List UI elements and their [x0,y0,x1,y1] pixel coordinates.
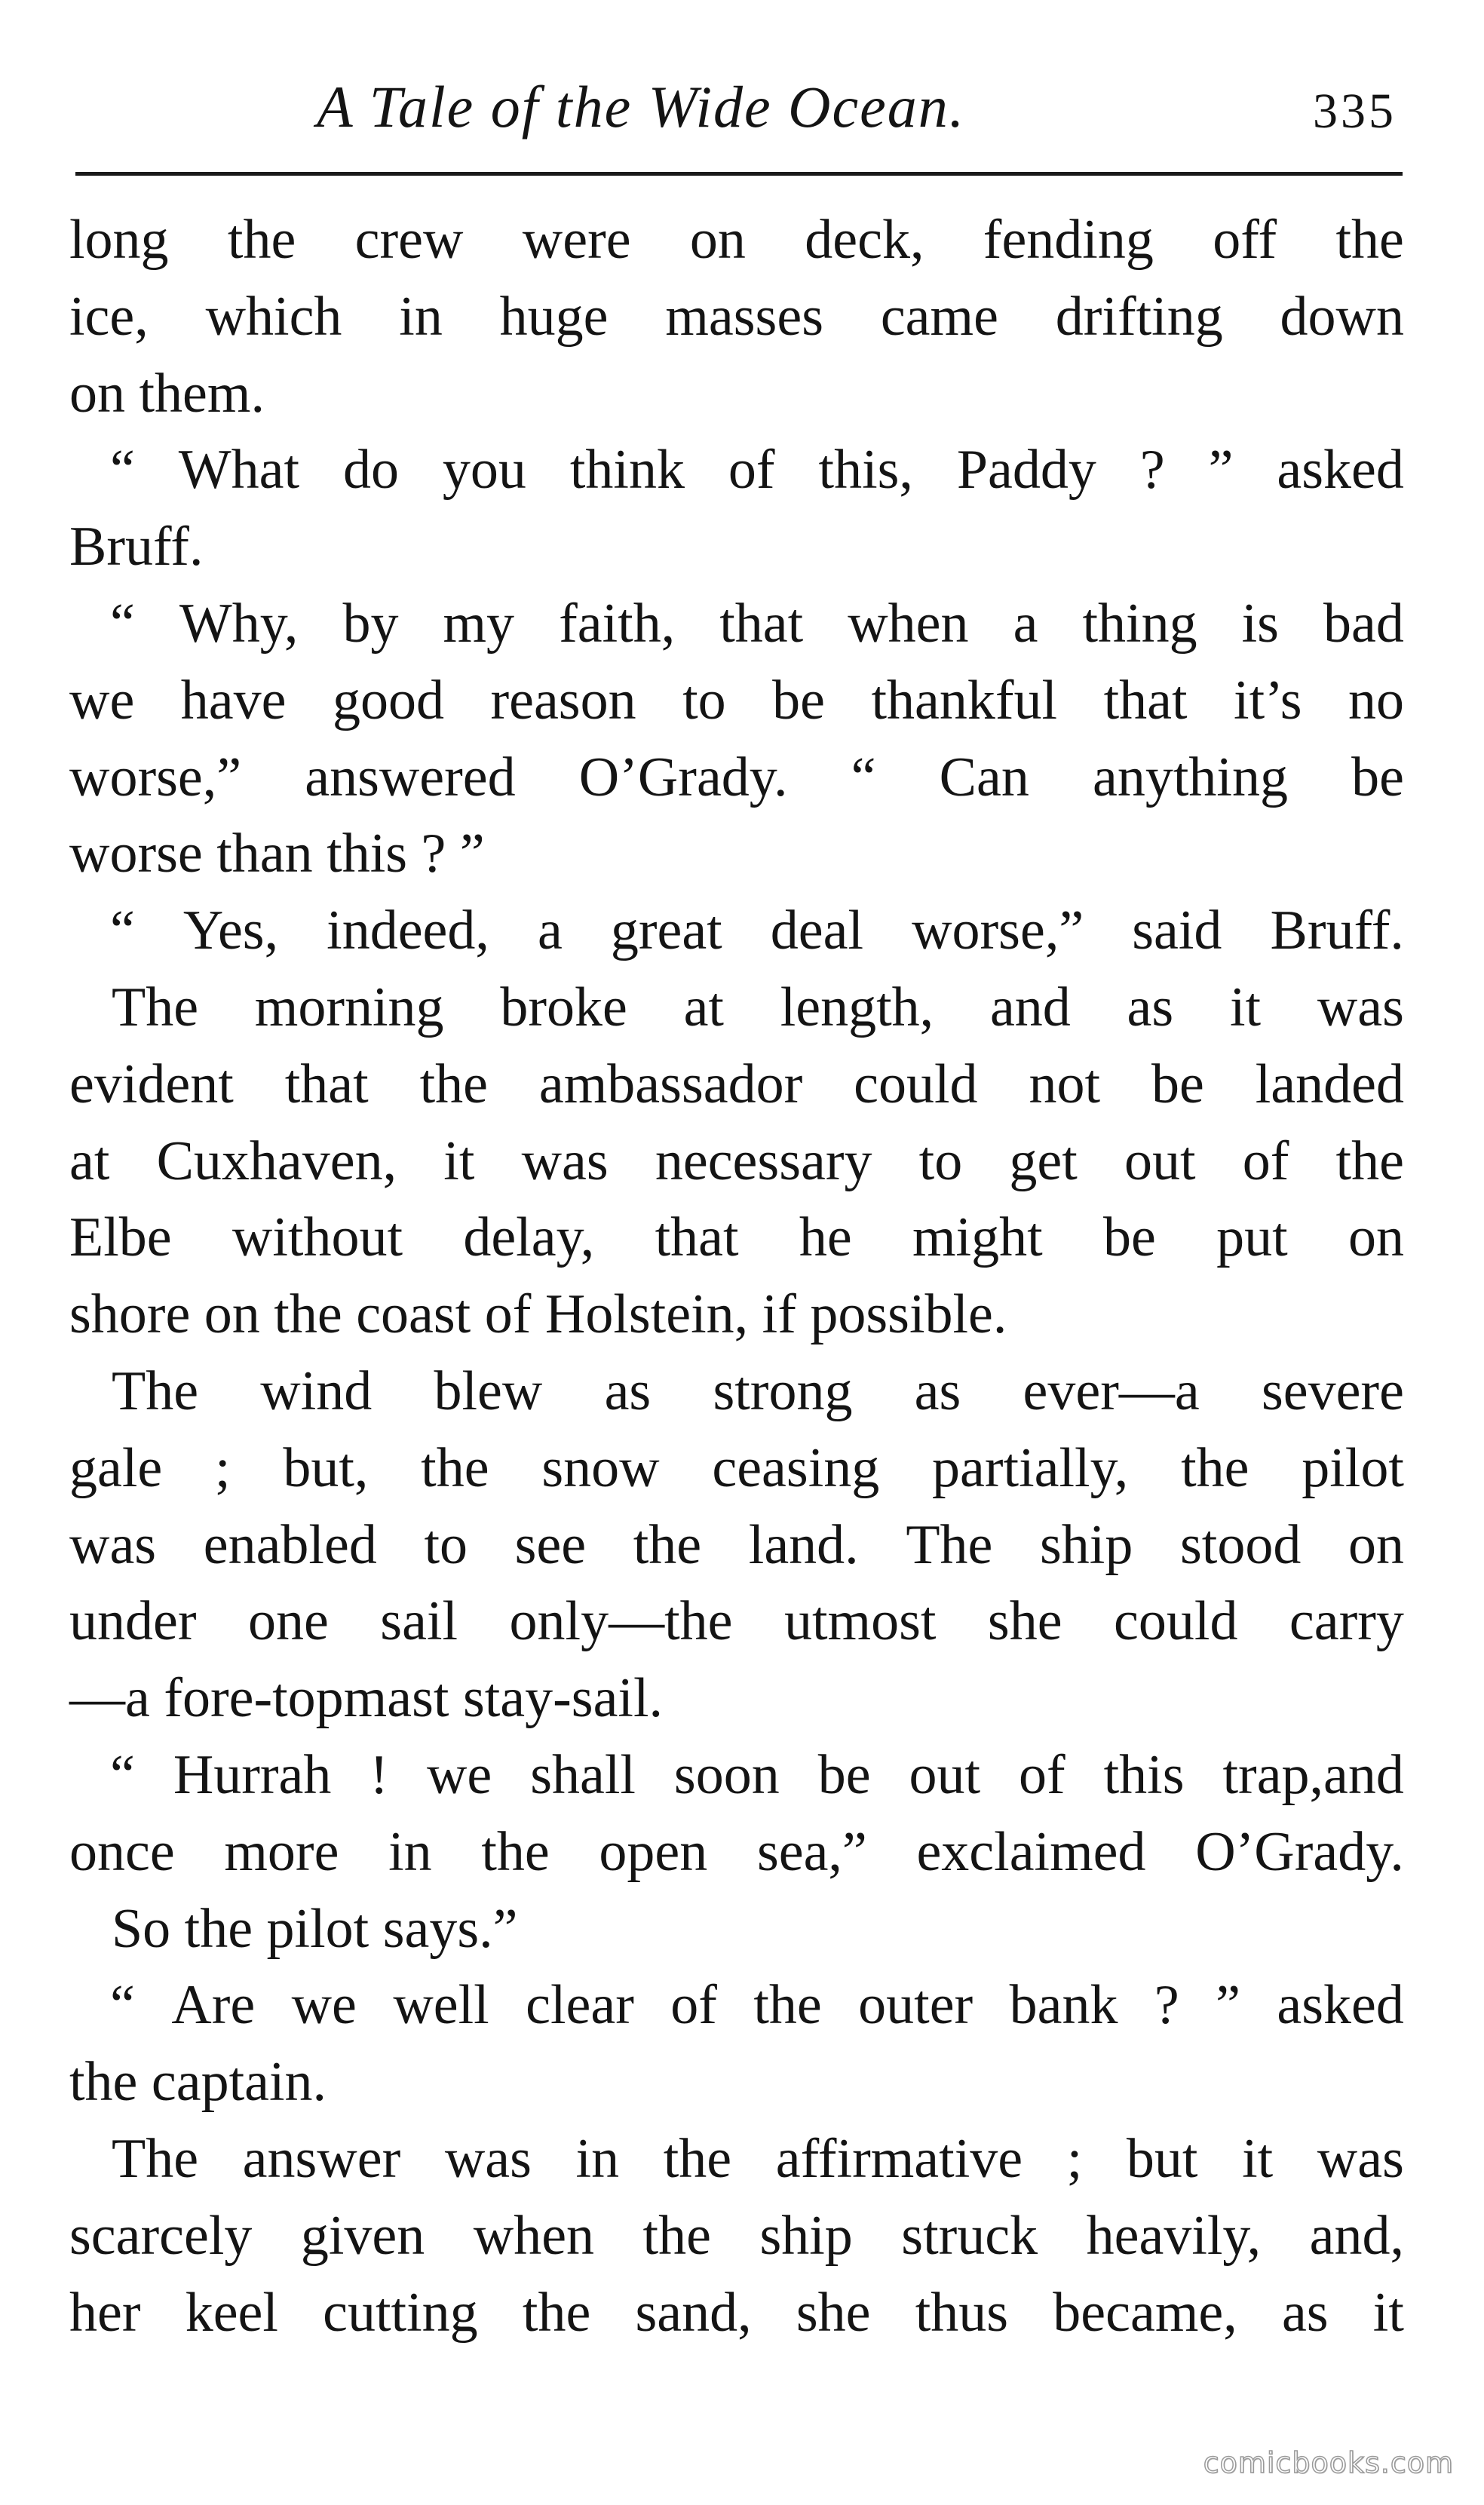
word: anything [1092,746,1288,808]
word: long [69,209,169,271]
word: deck, [805,209,924,271]
word: bad [1323,592,1404,655]
word: partially, [932,1436,1129,1499]
word: length, [780,976,934,1038]
word: be [772,669,825,731]
word: the [1335,1130,1404,1192]
word: worse,” [912,900,1084,962]
word: Hurrah [173,1743,332,1806]
word: Elbe [69,1207,172,1269]
text-line: —a fore-topmast stay-sail. [69,1667,664,1730]
word: worse,” [69,746,242,808]
word: be [1102,1207,1156,1269]
word: it [1229,976,1262,1038]
word: bank [1009,1974,1118,2037]
running-head [0,69,1484,145]
text-line [69,2121,1404,2198]
word: the [1335,209,1404,271]
word: it [1372,2281,1404,2344]
word: he [799,1207,852,1269]
text-line [69,1047,1404,1124]
word: one [247,1590,329,1653]
word: gale [69,1436,163,1499]
word: as [914,1360,961,1422]
word: was [1317,2127,1404,2190]
word: O’Grady. [1195,1820,1404,1883]
word: “ [110,900,135,962]
word: to [424,1513,468,1576]
word: utmost [783,1590,937,1653]
word: of [670,1974,717,2037]
word: land. [748,1513,859,1576]
word: the [421,1436,489,1499]
word: ship [759,2204,853,2267]
word: given [300,2204,425,2267]
word: asked [1277,1974,1404,2037]
word: cutting [323,2281,478,2344]
word: the [753,1974,822,2037]
word: which [205,285,342,348]
word: without [231,1207,403,1269]
word: great [610,900,722,962]
word: ceasing [712,1436,880,1499]
word: put [1216,1207,1288,1269]
word: thus [915,2281,1009,2344]
word: sand, [635,2281,752,2344]
word: only—the [509,1590,733,1653]
word: of [1019,1743,1065,1806]
word: when [473,2204,595,2267]
word: you [442,439,526,501]
word: were [522,209,631,271]
word: of [728,439,775,501]
word: as [1281,2281,1329,2344]
word: reason [490,669,636,731]
word: the [227,209,296,271]
word: we [291,1974,357,2037]
word: be [1351,746,1404,808]
word: “ [851,746,876,808]
word: masses [665,285,823,348]
word: the [481,1820,550,1883]
word: is [1241,592,1279,655]
word: trap,and [1222,1743,1404,1806]
word: answered [305,746,516,808]
word: we [426,1743,492,1806]
word: this, [818,439,913,501]
word: my [443,592,515,655]
word: as [1127,976,1174,1038]
word: evident [69,1053,234,1115]
word: the [522,2281,591,2344]
word: “ [110,592,135,655]
word: strong [713,1360,853,1422]
word: on [1348,1513,1404,1576]
text-line [69,586,1404,663]
text-line [69,1430,1404,1507]
word: in [575,2127,620,2190]
word: O’Grady. [578,746,788,808]
word: delay, [463,1207,595,1269]
word: on [1348,1207,1404,1269]
word: soon [673,1743,780,1806]
word: “ [110,1743,135,1806]
word: The [112,1360,199,1422]
word: landed [1255,1053,1404,1115]
word: outer [858,1974,973,2037]
text-line [69,970,1404,1047]
word: morning [254,976,444,1038]
word: What [178,439,300,501]
word: not [1029,1053,1101,1115]
header-rule [75,172,1403,176]
word: said [1132,900,1222,962]
word: that [719,592,804,655]
word: ; [1066,2127,1083,2190]
word: that [655,1207,739,1269]
word: no [1348,669,1404,731]
word: was [1317,976,1404,1038]
word: that [284,1053,369,1115]
text-line [69,2275,1404,2352]
word: crew [354,209,464,271]
word: was [521,1130,609,1192]
word: do [342,439,399,501]
text-line [69,1967,1404,2044]
word: the [633,1513,702,1576]
word: clear [526,1974,634,2037]
word: at [683,976,724,1038]
word: a [1013,592,1038,655]
text-line: on them. [69,362,265,425]
word: Bruff. [1270,900,1404,962]
text-line: the captain. [69,2051,327,2114]
word: could [1114,1590,1238,1653]
word: shall [530,1743,636,1806]
word: but, [283,1436,369,1499]
word: sail [380,1590,458,1653]
word: as [604,1360,652,1422]
word: but [1126,2127,1198,2190]
page-number: 335 [1313,84,1397,139]
word: indeed, [327,900,489,962]
word: sea,” [756,1820,867,1883]
word: snow [541,1436,660,1499]
word: have [180,669,287,731]
text-line [69,279,1404,356]
word: became, [1053,2281,1237,2344]
text-line [69,1814,1404,1891]
word: pilot [1302,1436,1404,1499]
text-line: worse than this ? ” [69,823,485,885]
text-line [69,1737,1404,1814]
word: “ [110,1974,135,2037]
word: blew [434,1360,543,1422]
word: think [569,439,685,501]
word: drifting [1055,285,1223,348]
word: severe [1261,1360,1404,1422]
running-title: A Tale of the Wide Ocean. [317,74,966,140]
word: a [537,900,563,962]
word: to [682,669,726,731]
word: at [69,1130,110,1192]
body-text [69,202,1404,2351]
word: ice, [69,285,149,348]
word: good [332,669,444,731]
word: that [1103,669,1188,731]
text-line: Bruff. [69,516,204,578]
word: in [399,285,443,348]
word: scarcely [69,2204,253,2267]
word: Can [939,746,1029,808]
text-line [69,1200,1404,1277]
word: more [224,1820,339,1883]
word: get [1009,1130,1078,1192]
word: Paddy [956,439,1096,501]
word: thankful [871,669,1058,731]
word: thing [1082,592,1197,655]
word: ” [1216,1974,1240,2037]
word: it’s [1234,669,1302,731]
text-line [69,893,1404,970]
text-line [69,740,1404,817]
word: came [880,285,998,348]
word: and, [1309,2204,1404,2267]
word: wind [260,1360,373,1422]
word: struck [901,2204,1038,2267]
word: off [1213,209,1277,271]
text-line [69,202,1404,279]
word: well [393,1974,489,2037]
word: she [796,2281,871,2344]
text-line [69,1584,1404,1660]
text-line [69,1507,1404,1584]
word: heavily, [1086,2204,1262,2267]
word: on [689,209,746,271]
text-line [69,2198,1404,2275]
word: to [918,1130,963,1192]
word: keel [185,2281,278,2344]
word: faith, [559,592,676,655]
word: down [1280,285,1404,348]
word: enabled [203,1513,377,1576]
word: could [854,1053,978,1115]
word: and [989,976,1071,1038]
word: ; [215,1436,231,1499]
word: necessary [655,1130,872,1192]
word: the [642,2204,711,2267]
word: see [514,1513,587,1576]
word: ship [1039,1513,1133,1576]
word: she [987,1590,1062,1653]
text-line: So the pilot says.” [112,1897,518,1960]
word: in [388,1820,432,1883]
word: huge [499,285,609,348]
word: The [112,2127,199,2190]
text-line [69,1354,1404,1430]
word: fending [983,209,1154,271]
word: answer [242,2127,401,2190]
text-line [69,432,1404,509]
text-line: shore on the coast of Holstein, if possible. [69,1283,1007,1346]
word: Cuxhaven, [156,1130,397,1192]
word: be [817,1743,871,1806]
word: “ [110,439,135,501]
word: open [599,1820,708,1883]
word: stood [1179,1513,1302,1576]
word: might [912,1207,1043,1269]
word: The [112,976,199,1038]
word: ? [1154,1974,1179,2037]
word: once [69,1820,175,1883]
word: deal [770,900,864,962]
word: exclaimed [916,1820,1146,1883]
word: was [69,1513,157,1576]
word: ambassador [538,1053,803,1115]
word: her [69,2281,141,2344]
word: affirmative [775,2127,1023,2190]
word: under [69,1590,197,1653]
word: out [1124,1130,1196,1192]
word: it [1242,2127,1274,2190]
word: we [69,669,135,731]
word: Are [171,1974,256,2037]
word: carry [1289,1590,1404,1653]
word: be [1151,1053,1204,1115]
word: ever—a [1023,1360,1200,1422]
word: Why, [179,592,299,655]
word: by [342,592,399,655]
word: when [848,592,969,655]
text-line [69,1124,1404,1200]
text-line [69,663,1404,740]
word: out [909,1743,981,1806]
word: this [1103,1743,1185,1806]
word: of [1242,1130,1289,1192]
word: was [444,2127,532,2190]
word: The [906,1513,993,1576]
word: Yes, [182,900,279,962]
word: ! [369,1743,388,1806]
word: broke [500,976,627,1038]
word: the [419,1053,488,1115]
word: it [443,1130,475,1192]
word: ? [1139,439,1165,501]
word: ” [1208,439,1234,501]
word: the [1181,1436,1249,1499]
watermark: comicbooks.com [1203,2446,1454,2479]
word: the [663,2127,732,2190]
word: asked [1277,439,1404,501]
